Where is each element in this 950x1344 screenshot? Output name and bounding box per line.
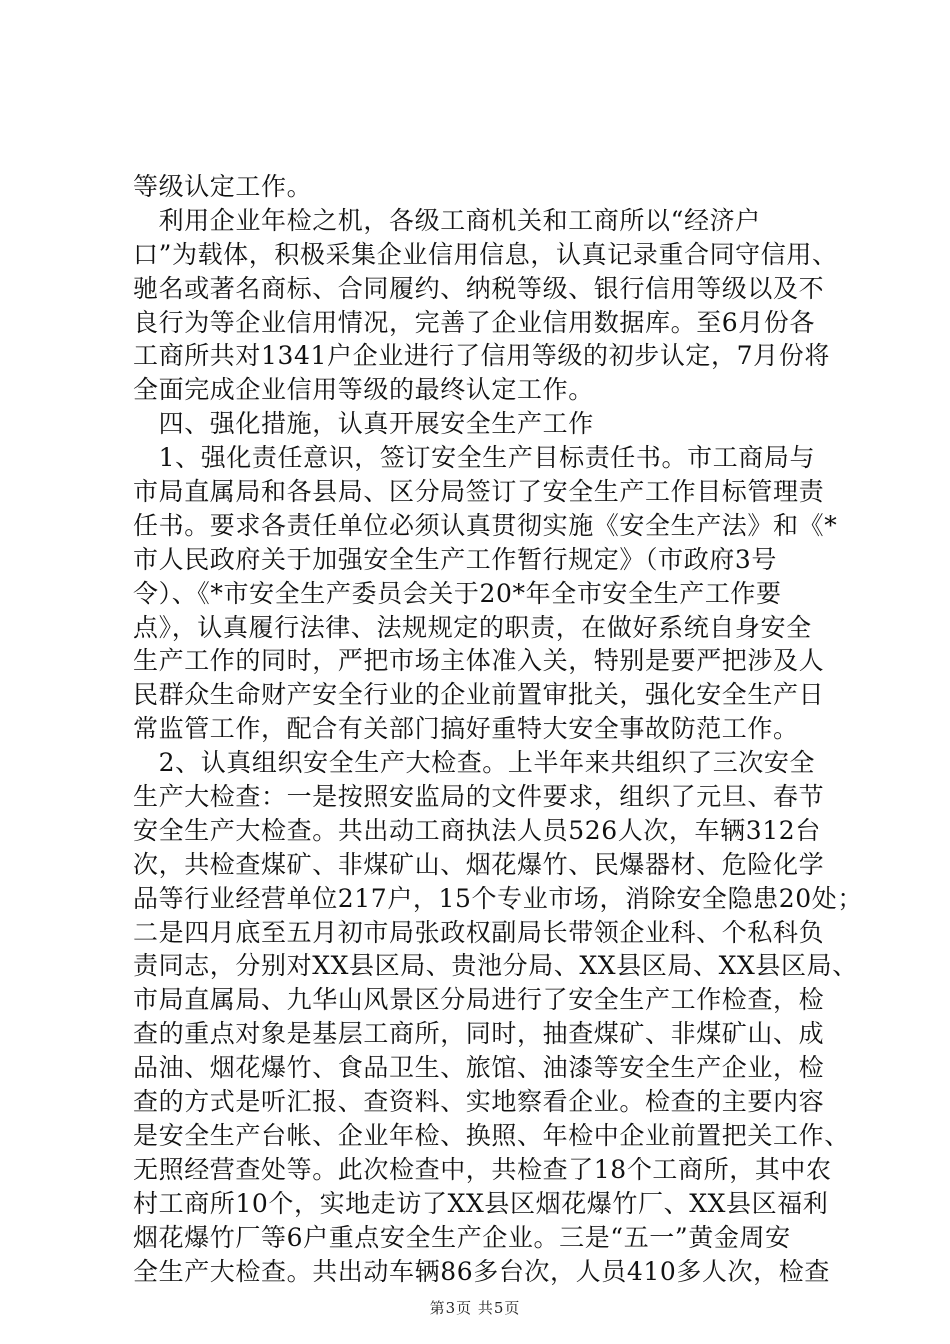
text-line: 利用企业年检之机，各级工商机关和工商所以“经济户 [133,205,761,235]
text-line: 口”为载体，积极采集企业信用信息，认真记录重合同守信用、 [133,239,838,269]
text-line: 良行为等企业信用情况，完善了企业信用数据库。至6月份各 [133,307,816,337]
text-line: 品油、烟花爆竹、食品卫生、旅馆、油漆等安全生产企业，检 [133,1053,825,1083]
text-line: 安全生产大检查。共出动工商执法人员526人次，车辆312台 [133,815,821,845]
text-line: 2、认真组织安全生产大检查。上半年来共组织了三次安全 [133,748,816,778]
body-text [133,170,863,1288]
text-line: 全面完成企业信用等级的最终认定工作。 [133,375,594,405]
text-line: 二是四月底至五月初市局张政权副局长带领企业科、个私科负 [133,917,825,947]
text-line: 查的方式是听汇报、查资料、实地察看企业。检查的主要内容 [133,1087,825,1117]
text-line: 无照经营查处等。此次检查中，共检查了18个工商所，其中农 [133,1154,832,1184]
text-line: 等级认定工作。 [133,172,313,201]
text-line: 常监管工作，配合有关部门搞好重特大安全事故防范工作。 [133,714,799,744]
text-line: 民群众生命财产安全行业的企业前置审批关，强化安全生产日 [133,680,825,710]
text-line: 市局直属局、九华山风景区分局进行了安全生产工作检查，检 [133,985,825,1015]
text-line: 次，共检查煤矿、非煤矿山、烟花爆竹、民爆器材、危险化学 [133,849,825,879]
text-line: 市局直属局和各县局、区分局签订了安全生产工作目标管理责 [133,477,825,507]
text-line: 市人民政府关于加强安全生产工作暂行规定》（市政府3号 [133,544,778,574]
text-line: 点》，认真履行法律、法规规定的职责，在做好系统自身安全 [133,612,812,642]
text-line: 生产工作的同时，严把市场主体准入关，特别是要严把涉及人 [133,646,825,676]
page-footer: 第3页 共5页 [429,1299,521,1317]
text-line: 生产大检查：一是按照安监局的文件要求，组织了元旦、春节 [133,782,825,812]
text-line: 村工商所10个，实地走访了XX县区烟花爆竹厂、XX县区福利 [133,1188,829,1218]
text-line: 令）、《*市安全生产委员会关于20*年全市安全生产工作要 [133,578,782,608]
text-line: 任书。要求各责任单位必须认真贯彻实施《安全生产法》和《* [133,510,838,540]
text-line: 驰名或著名商标、合同履约、纳税等级、银行信用等级以及不 [133,273,825,303]
text-line: 责同志，分别对XX县区局、贵池分局、XX县区局、XX县区局、 [133,951,858,981]
text-line: 工商所共对1341户企业进行了信用等级的初步认定，7月份将 [133,341,830,371]
text-line: 查的重点对象是基层工商所，同时，抽查煤矿、非煤矿山、成 [133,1019,825,1049]
text-line: 品等行业经营单位217户，15个专业市场，消除安全隐患20处； [133,883,863,913]
text-line: 四、强化措施，认真开展安全生产工作 [133,409,594,439]
text-line: 烟花爆竹厂等6户重点安全生产企业。三是“五一”黄金周安 [133,1222,791,1252]
text-line: 全生产大检查。共出动车辆86多台次，人员410多人次，检查 [133,1256,830,1286]
text-line: 是安全生产台帐、企业年检、换照、年检中企业前置把关工作、 [133,1120,850,1150]
text-line: 1、强化责任意识，签订安全生产目标责任书。市工商局与 [133,443,816,473]
